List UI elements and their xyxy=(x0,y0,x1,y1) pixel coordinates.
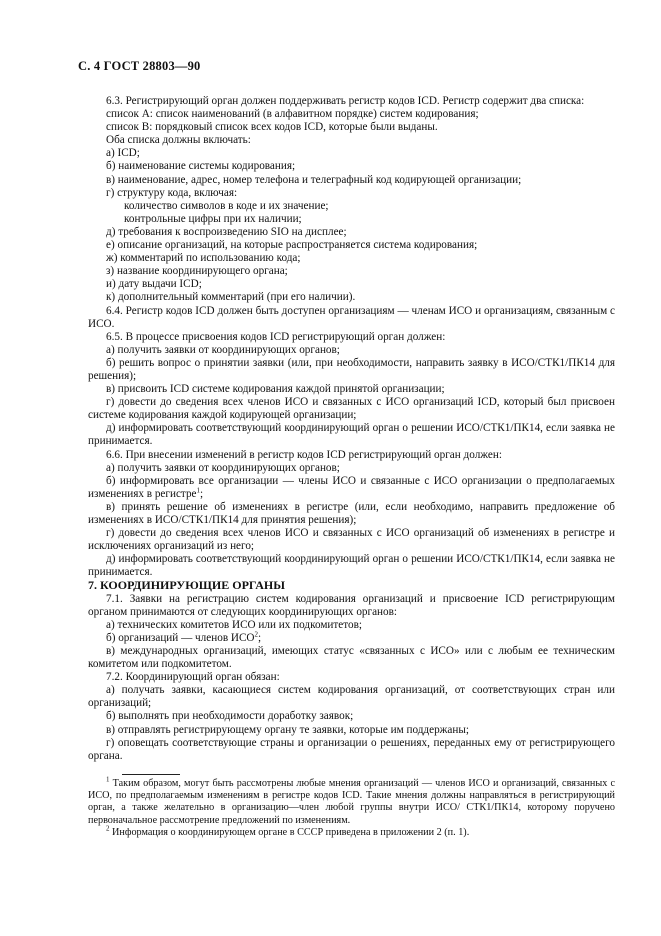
footnote-text: Информация о координирующем органе в СССР приведена в приложении 2 (п. 1). xyxy=(109,826,470,838)
paragraph-text: в) наименование, адрес, номер телефона и телеграфный код кодирующей организации; xyxy=(106,173,522,186)
paragraph-text: Оба списка должны включать: xyxy=(106,134,251,147)
paragraph-text: з) название координирующего органа; xyxy=(106,265,288,278)
paragraph-text: в) присвоить ICD системе кодирования каждой принятой организации; xyxy=(106,383,445,396)
paragraph xyxy=(88,213,615,226)
footnote-ref: 2 xyxy=(254,630,259,639)
body-text xyxy=(88,95,615,763)
paragraph xyxy=(88,95,615,108)
paragraph-text: б) информировать все организации — члены ИСО и связанные с ИСО организации о предполагаемых изменениях в регистре xyxy=(88,474,615,500)
footnote-number: 2 xyxy=(106,824,110,833)
paragraph xyxy=(88,383,615,396)
paragraph-text: к) дополнительный комментарий (при его наличии). xyxy=(106,291,356,304)
paragraph xyxy=(88,527,615,553)
paragraph-text: б) выполнять при необходимости доработку заявок; xyxy=(106,710,354,723)
paragraph-text: и) дату выдачи ICD; xyxy=(106,278,202,291)
footnote xyxy=(88,775,615,827)
paragraph-text: д) информировать соответствующий координирующий орган о решении ИСО/СТК1/ПК14, если заявка не принимается. xyxy=(88,553,615,579)
paragraph xyxy=(88,553,615,579)
paragraph xyxy=(88,645,615,671)
paragraph xyxy=(88,174,615,187)
paragraph-text: б) решить вопрос о принятии заявки (или, при необходимости, направить заявку в ИСО/СТК1/ПК14 для решения); xyxy=(88,356,615,382)
paragraph-text: список А: список наименований (в алфавитном порядке) систем кодирования; xyxy=(106,108,479,121)
paragraph-text: количество символов в коде и их значение; xyxy=(124,199,329,212)
paragraph-text: г) довести до сведения всех членов ИСО и связанных с ИСО организаций ICD, который был присвоен системе кодирования каждой кодирующей организации; xyxy=(88,396,615,422)
paragraph-text-tail: ; xyxy=(200,487,204,500)
paragraph xyxy=(88,619,615,632)
paragraph-text: в) отправлять регистрирующему органу те заявки, которые им поддержаны; xyxy=(106,723,469,736)
paragraph xyxy=(88,684,615,710)
paragraph xyxy=(88,331,615,344)
paragraph-text: в) международных организаций, имеющих статус «связанных с ИСО» или с любым ее техническим комитетом или подкомитетом. xyxy=(88,644,615,671)
footnote xyxy=(88,824,615,839)
paragraph-text: е) описание организаций, на которые распространяется система кодирования; xyxy=(106,239,478,252)
paragraph-text: а) получать заявки, касающиеся систем кодирования организаций, от соответствующих стран или организаций; xyxy=(88,684,615,710)
paragraph-text: 6.6. При внесении изменений в регистр кодов ICD регистрирующий орган должен: xyxy=(106,448,502,461)
paragraph xyxy=(88,265,615,278)
paragraph xyxy=(88,226,615,239)
paragraph-text: 7.2. Координирующий орган обязан: xyxy=(106,671,280,684)
paragraph xyxy=(88,593,615,619)
paragraph-text: б) наименование системы кодирования; xyxy=(106,160,296,173)
paragraph xyxy=(88,252,615,265)
paragraph xyxy=(88,121,615,134)
paragraph xyxy=(88,724,615,737)
paragraph-text: 6.3. Регистрирующий орган должен поддерживать регистр кодов ICD. Регистр содержит два списка: xyxy=(106,95,585,107)
paragraph xyxy=(88,475,615,501)
section-heading xyxy=(88,579,615,592)
paragraph xyxy=(88,632,615,645)
paragraph-text: а) технических комитетов ИСО или их подкомитетов; xyxy=(106,618,362,631)
paragraph xyxy=(88,134,615,147)
paragraph xyxy=(88,108,615,121)
paragraph-text: список В: порядковый список всех кодов ICD, которые были выданы. xyxy=(106,121,438,134)
paragraph xyxy=(88,187,615,200)
paragraph-text: г) довести до сведения всех членов ИСО и связанных с ИСО организаций об изменениях в регистре и исключениях организаций из него; xyxy=(88,527,615,553)
paragraph xyxy=(88,239,615,252)
paragraph-text: а) получить заявки от координирующих органов; xyxy=(106,461,340,474)
paragraph xyxy=(88,305,615,331)
paragraph-text-tail: ; xyxy=(258,631,262,644)
paragraph-text: 7. КООРДИНИРУЮЩИЕ ОРГАНЫ xyxy=(88,578,286,593)
paragraph-text: б) организаций — членов ИСО xyxy=(106,631,255,644)
paragraph xyxy=(88,449,615,462)
paragraph-text: 7.1. Заявки на регистрацию систем кодирования организаций и присвоение ICD регистрирующим органом принимаются от следующих координирующих органов: xyxy=(88,592,615,618)
paragraph-text: в) принять решение об изменениях в регистре (или, если необходимо, направить предложение об изменениях в ИСО/СТК1/ПК14 для принятия решения); xyxy=(88,500,615,526)
footnote-rule xyxy=(122,774,180,775)
paragraph xyxy=(88,422,615,448)
footnote-number: 1 xyxy=(106,775,110,784)
paragraph-text: 6.4. Регистр кодов ICD должен быть доступен организациям — членам ИСО и организациям, связанным с ИСО. xyxy=(88,304,615,330)
paragraph xyxy=(88,737,615,763)
paragraph-text: а) получить заявки от координирующих органов; xyxy=(106,343,340,356)
paragraph xyxy=(88,291,615,304)
paragraph-text: ж) комментарий по использованию кода; xyxy=(106,252,301,265)
paragraph-text: д) требования к воспроизведению SIO на дисплее; xyxy=(106,225,347,238)
paragraph xyxy=(88,200,615,213)
paragraph xyxy=(88,147,615,160)
paragraph xyxy=(88,501,615,527)
paragraph-text: 6.5. В процессе присвоения кодов ICD регистрирующий орган должен: xyxy=(106,330,446,343)
footnote-text: Таким образом, могут быть рассмотрены любые мнения организаций — членов ИСО и организаций, связанных с ИСО, по предполагаемым изменениям в регистре кодов ICD. Такие мнения должны направляться в регистрирующий орган, а также желательно в организацию—член любой группы внутри ИСО/ СТК1/ПК14, которому поручено первоначальное рассмотрение предложений по изменениям. xyxy=(88,778,615,826)
paragraph xyxy=(88,344,615,357)
paragraph xyxy=(88,396,615,422)
paragraph xyxy=(88,357,615,383)
footnote-ref: 1 xyxy=(196,486,201,495)
paragraph-text: г) структуру кода, включая: xyxy=(106,186,238,199)
paragraph xyxy=(88,671,615,684)
footnotes xyxy=(88,775,615,839)
page-header: С. 4 ГОСТ 28803—90 xyxy=(78,59,201,73)
paragraph xyxy=(88,710,615,723)
paragraph xyxy=(88,278,615,291)
paragraph-text: г) оповещать соответствующие страны и организации о решениях, переданных ему от регистрирующего органа. xyxy=(88,736,615,762)
paragraph-text: контрольные цифры при их наличии; xyxy=(124,212,302,225)
paragraph xyxy=(88,160,615,173)
paragraph-text: а) ICD; xyxy=(106,147,140,160)
paragraph-text: д) информировать соответствующий координирующий орган о решении ИСО/СТК1/ПК14, если заявка не принимается. xyxy=(88,422,615,448)
paragraph xyxy=(88,462,615,475)
